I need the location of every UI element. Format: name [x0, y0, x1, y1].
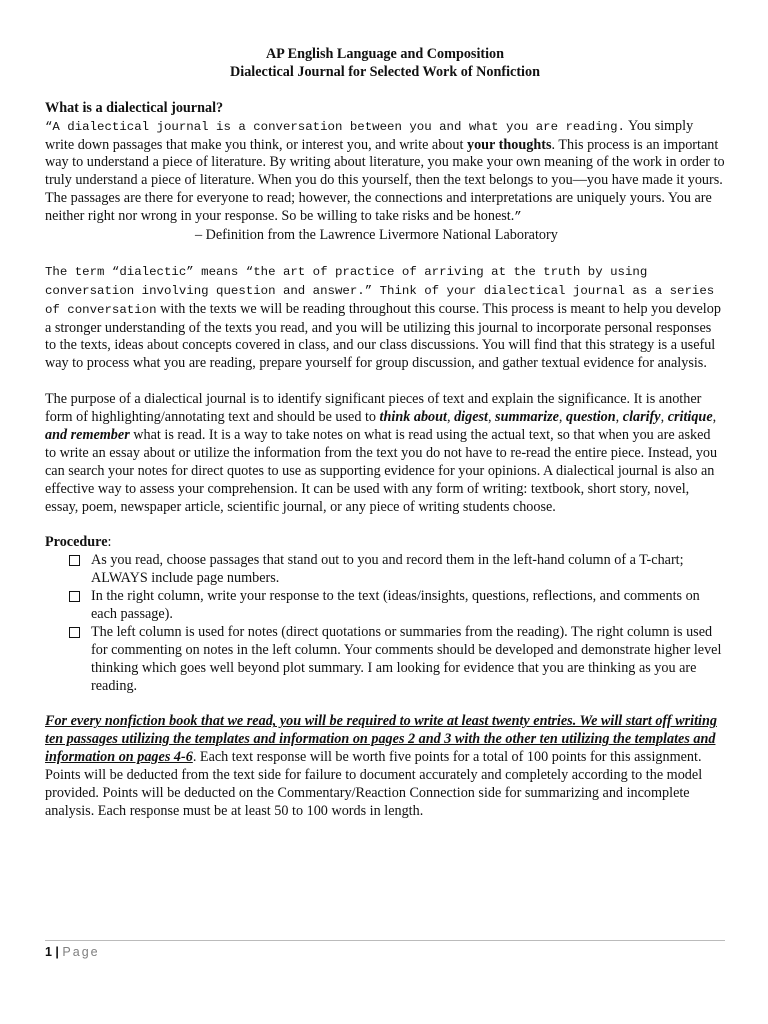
procedure-heading: Procedure: — [45, 534, 112, 551]
document-page — [45, 46, 725, 821]
purpose-paragraph: The purpose of a dialectical journal is to identify significant pieces of text and explain the significance. It is another form of highlighting/annotating text and should be used to think about, digest, summarize, question, clarify, critique, and remember what is read. It is a way to take notes on what is read using the actual text, so that when you are asked to write an essay about or utilize the information from the text you do not have to re-read the entire piece. Instead, you can search your notes for direct quotes to use as supporting evidence for your opinions. A dialectical journal is also an effective way to assess your comprehension. It can be used with any form of writing: textbook, short story, novel, essay, poem, newspaper article, scientific journal, or any piece of writing students choose. — [45, 391, 718, 515]
definition-citation: – Definition from the Lawrence Livermore National Laboratory — [195, 227, 558, 244]
list-item: The left column is used for notes (direct quotations or summaries from the reading). The right column is used for commenting on notes in the left column. Your comments should be developed and demonstrate higher level thinking which goes well beyond plot summary. I am looking for evidence that you are thinking as you are reading. — [45, 624, 725, 696]
checkbox-icon — [69, 591, 80, 602]
list-item: In the right column, write your response to the text (ideas/insights, questions, reflections, and comments on each passage). — [45, 588, 725, 624]
checkbox-icon — [69, 555, 80, 566]
list-item: As you read, choose passages that stand out to you and record them in the left-hand column of a T-chart; ALWAYS include page numbers. — [45, 552, 725, 588]
intro-heading: What is a dialectical journal? — [45, 99, 224, 116]
requirement-paragraph: For every nonfiction book that we read, you will be required to write at least twenty entries. We will start off writing ten passages utilizing the templates and information on pages 2 and 3 with the other ten utilizing the templates and information on pages 4-6. Each text response will be worth five points for a total of 100 points for this assignment. Points will be deducted from the text side for failure to document accurately and completely according to the model provided. Points will be deducted on the Commentary/Reaction Connection side for summarizing and incomplete analysis. Each response must be at least 50 to 100 words in length. — [45, 713, 717, 819]
page-footer — [45, 940, 725, 959]
procedure-list — [45, 552, 725, 695]
term-paragraph: The term “dialectic” means “the art of practice of arriving at the truth by using conversation involving question and answer.” Think of your dialectical journal as a series of conversation with the texts we will be reading throughout this course. This process is meant to help you develop a stronger understanding of the texts you read, and you will be utilizing this journal to incorporate personal responses to the texts, ideas about concepts covered in class, and our class discussions. You will find that this strategy is a useful way to process what you are reading, prepare yourself for group discussion, and gather textual evidence for analysis. — [45, 264, 721, 372]
document-title: Dialectical Journal for Selected Work of Nonfiction — [230, 63, 540, 80]
course-title: AP English Language and Composition — [265, 46, 505, 62]
page-number: 1 | Page — [45, 945, 100, 959]
checkbox-icon — [69, 627, 80, 638]
intro-definition: “A dialectical journal is a conversation between you and what you are reading. You simply write down passages that make you think, or interest you, and write about your thoughts. This process is an important way to understand a piece of literature. By writing about literature, you make your own meaning of the work in order to truly understand a piece of literature. When you do this yourself, then the text belongs to you—you have made it yours. The passages are there for everyone to read; however, the connections and interpretations are uniquely yours. You are neither right nor wrong in your response. So be willing to take risks and be honest.” — [45, 117, 725, 225]
